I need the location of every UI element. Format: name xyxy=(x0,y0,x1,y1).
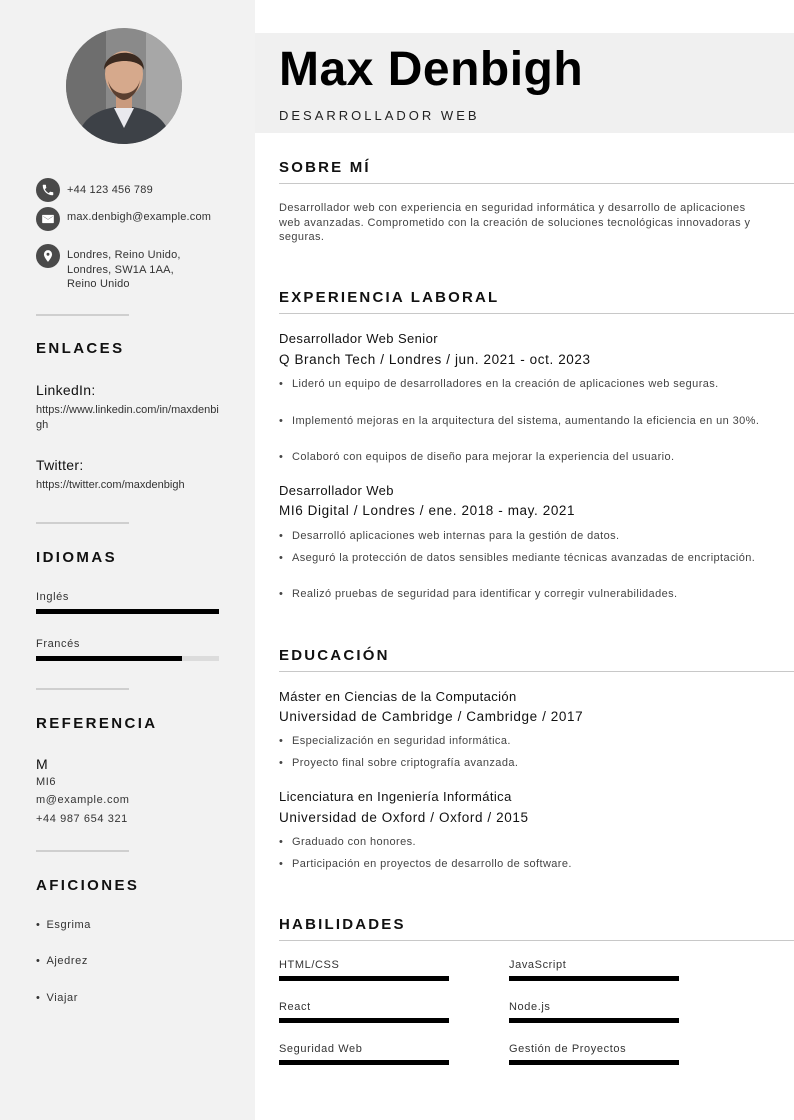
sidebar xyxy=(0,0,255,1120)
twitter-link[interactable]: https://twitter.com/maxdenbigh xyxy=(36,479,185,491)
sidebar-divider xyxy=(36,522,129,524)
hobby-item: • Viajar xyxy=(36,992,78,1004)
skill-label: Gestión de Proyectos xyxy=(509,1043,627,1055)
language-bar xyxy=(36,609,219,614)
skill-label: Node.js xyxy=(509,1001,551,1013)
contact-email xyxy=(36,207,226,231)
hobby-label: Ajedrez xyxy=(46,955,88,967)
email-text[interactable]: max.denbigh@example.com xyxy=(67,211,212,223)
degree-bullet: • Proyecto final sobre criptografía avanzada. xyxy=(279,756,769,771)
hobby-label: Esgrima xyxy=(46,919,91,931)
degree-bullet: • Especialización en seguridad informática. xyxy=(279,734,769,749)
hobbies-heading: AFICIONES xyxy=(36,877,140,894)
section-divider xyxy=(279,183,794,184)
skill-label: HTML/CSS xyxy=(279,959,340,971)
reference-email[interactable]: m@example.com xyxy=(36,794,130,806)
links-heading: ENLACES xyxy=(36,340,125,357)
degree-bullet: • Graduado con honores. xyxy=(279,835,769,850)
degree-bullet: • Participación en proyectos de desarrollo de software. xyxy=(279,857,769,872)
section-divider xyxy=(279,671,794,672)
job-bullet: • Lideró un equipo de desarrolladores en la creación de aplicaciones web seguras. xyxy=(279,377,759,392)
skill-label: React xyxy=(279,1001,311,1013)
job-bullet: • Colaboró con equipos de diseño para mejorar la experiencia del usuario. xyxy=(279,450,769,465)
language-bar-fill xyxy=(36,609,219,614)
contact-phone xyxy=(36,178,226,202)
phone-text: +44 123 456 789 xyxy=(67,184,153,196)
skill-bar xyxy=(279,1060,449,1065)
about-heading: SOBRE MÍ xyxy=(279,159,371,176)
hobby-label: Viajar xyxy=(46,992,78,1004)
about-text: Desarrollador web con experiencia en seguridad informática y desarrollo de aplicaciones web avanzadas. Comprometido con la creación de soluciones tecnológicas innovadoras y seguras. xyxy=(279,202,751,243)
degree-subtitle: Universidad de Cambridge / Cambridge / 2017 xyxy=(279,709,584,724)
degree-title: Licenciatura en Ingeniería Informática xyxy=(279,789,512,804)
phone-icon xyxy=(36,178,60,202)
language-label: Inglés xyxy=(36,591,69,603)
job-subtitle: Q Branch Tech / Londres / jun. 2021 - oct. 2023 xyxy=(279,352,591,367)
language-bar-fill xyxy=(36,656,182,661)
skill-label: Seguridad Web xyxy=(279,1043,363,1055)
linkedin-link[interactable]: https://www.linkedin.com/in/maxdenbigh xyxy=(36,404,219,431)
languages-heading: IDIOMAS xyxy=(36,549,117,566)
job-bullet: • Realizó pruebas de seguridad para identificar y corregir vulnerabilidades. xyxy=(279,587,769,602)
hobby-item: • Ajedrez xyxy=(36,955,88,967)
address-text: Londres, Reino Unido, Londres, SW1A 1AA, Reino Unido xyxy=(67,249,181,290)
skill-bar xyxy=(509,1060,679,1065)
sidebar-divider xyxy=(36,850,129,852)
skill-bar xyxy=(279,976,449,981)
reference-name: M xyxy=(36,756,48,772)
person-role: DESARROLLADOR WEB xyxy=(279,108,480,123)
sidebar-divider xyxy=(36,314,129,316)
skill-bar xyxy=(279,1018,449,1023)
hobby-item: • Esgrima xyxy=(36,919,91,931)
job-subtitle: MI6 Digital / Londres / ene. 2018 - may. 2021 xyxy=(279,503,576,518)
section-divider xyxy=(279,940,794,941)
section-divider xyxy=(279,313,794,314)
linkedin-label: LinkedIn: xyxy=(36,382,96,398)
mail-icon xyxy=(36,207,60,231)
degree-subtitle: Universidad de Oxford / Oxford / 2015 xyxy=(279,810,529,825)
contact-address xyxy=(36,244,226,292)
language-bar xyxy=(36,656,219,661)
reference-heading: REFERENCIA xyxy=(36,715,158,732)
reference-phone: +44 987 654 321 xyxy=(36,813,128,825)
job-bullet: • Desarrolló aplicaciones web internas para la gestión de datos. xyxy=(279,529,769,544)
language-label: Francés xyxy=(36,638,80,650)
job-bullet: • Implementó mejoras en la arquitectura del sistema, aumentando la eficiencia en un 30%. xyxy=(279,414,765,429)
job-bullet: • Aseguró la protección de datos sensibles mediante técnicas avanzadas de encriptación. xyxy=(279,551,759,566)
sidebar-divider xyxy=(36,688,129,690)
education-heading: EDUCACIÓN xyxy=(279,647,390,664)
location-pin-icon xyxy=(36,244,60,268)
profile-photo xyxy=(66,28,182,144)
skills-heading: HABILIDADES xyxy=(279,916,406,933)
experience-heading: EXPERIENCIA LABORAL xyxy=(279,289,500,306)
degree-title: Máster en Ciencias de la Computación xyxy=(279,689,517,704)
twitter-label: Twitter: xyxy=(36,457,84,473)
job-title: Desarrollador Web xyxy=(279,483,394,498)
skill-label: JavaScript xyxy=(509,959,567,971)
main-content xyxy=(255,0,794,1120)
skill-bar xyxy=(509,976,679,981)
job-title: Desarrollador Web Senior xyxy=(279,331,438,346)
skill-bar xyxy=(509,1018,679,1023)
reference-company: MI6 xyxy=(36,776,57,788)
person-name: Max Denbigh xyxy=(279,43,584,96)
